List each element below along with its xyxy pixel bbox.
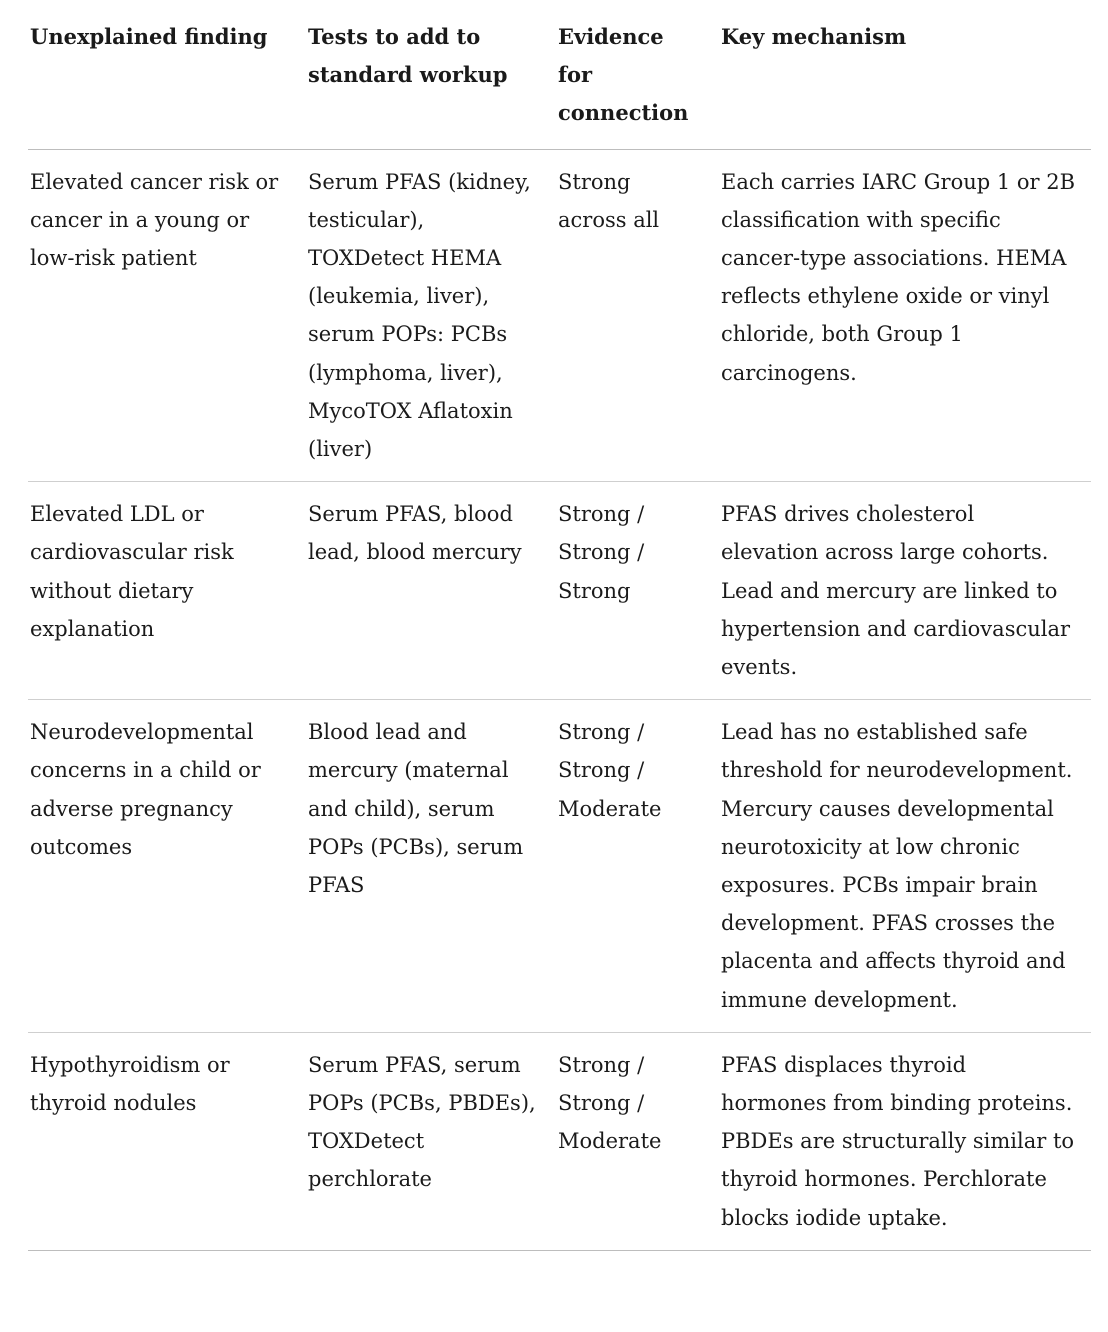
table-header-row: [28, 18, 1091, 149]
header-unexplained-finding: Unexplained finding: [28, 18, 306, 149]
table-row: [28, 700, 1091, 1033]
cell-mechanism: PFAS drives cholesterol elevation across large cohorts. Lead and mercury are linked to hypertension and cardiovascular events.: [719, 482, 1091, 700]
header-key-mechanism: Key mechanism: [719, 18, 1091, 149]
header-tests: Tests to add to standard workup: [306, 18, 556, 149]
cell-finding: Elevated cancer risk or cancer in a young or low-risk patient: [28, 149, 306, 482]
header-evidence: Evidence for connection: [556, 18, 719, 149]
cell-finding: Elevated LDL or cardiovascular risk without dietary explanation: [28, 482, 306, 700]
cell-evidence: Strong / Strong / Moderate: [556, 700, 719, 1033]
cell-tests: Serum PFAS (kidney, testicular), TOXDetect HEMA (leukemia, liver), serum POPs: PCBs (lymphoma, liver), MycoTOX Aflatoxin (liver): [306, 149, 556, 482]
cell-mechanism: Each carries IARC Group 1 or 2B classification with specific cancer-type associations. HEMA reflects ethylene oxide or vinyl chloride, both Group 1 carcinogens.: [719, 149, 1091, 482]
cell-mechanism: PFAS displaces thyroid hormones from binding proteins. PBDEs are structurally similar to thyroid hormones. Perchlorate blocks iodide uptake.: [719, 1032, 1091, 1250]
cell-finding: Neurodevelopmental concerns in a child or adverse pregnancy outcomes: [28, 700, 306, 1033]
cell-finding: Hypothyroidism or thyroid nodules: [28, 1032, 306, 1250]
findings-table: [28, 18, 1091, 1251]
cell-mechanism: Lead has no established safe threshold for neurodevelopment. Mercury causes developmental neurotoxicity at low chronic exposures. PCBs impair brain development. PFAS crosses the placenta and affects thyroid and immune development.: [719, 700, 1091, 1033]
cell-evidence: Strong across all: [556, 149, 719, 482]
table-row: [28, 1032, 1091, 1250]
cell-tests: Serum PFAS, serum POPs (PCBs, PBDEs), TOXDetect perchlorate: [306, 1032, 556, 1250]
cell-tests: Blood lead and mercury (maternal and child), serum POPs (PCBs), serum PFAS: [306, 700, 556, 1033]
cell-tests: Serum PFAS, blood lead, blood mercury: [306, 482, 556, 700]
cell-evidence: Strong / Strong / Strong: [556, 482, 719, 700]
table-row: [28, 482, 1091, 700]
cell-evidence: Strong / Strong / Moderate: [556, 1032, 719, 1250]
table-row: [28, 149, 1091, 482]
findings-table-container: [28, 18, 1091, 1251]
